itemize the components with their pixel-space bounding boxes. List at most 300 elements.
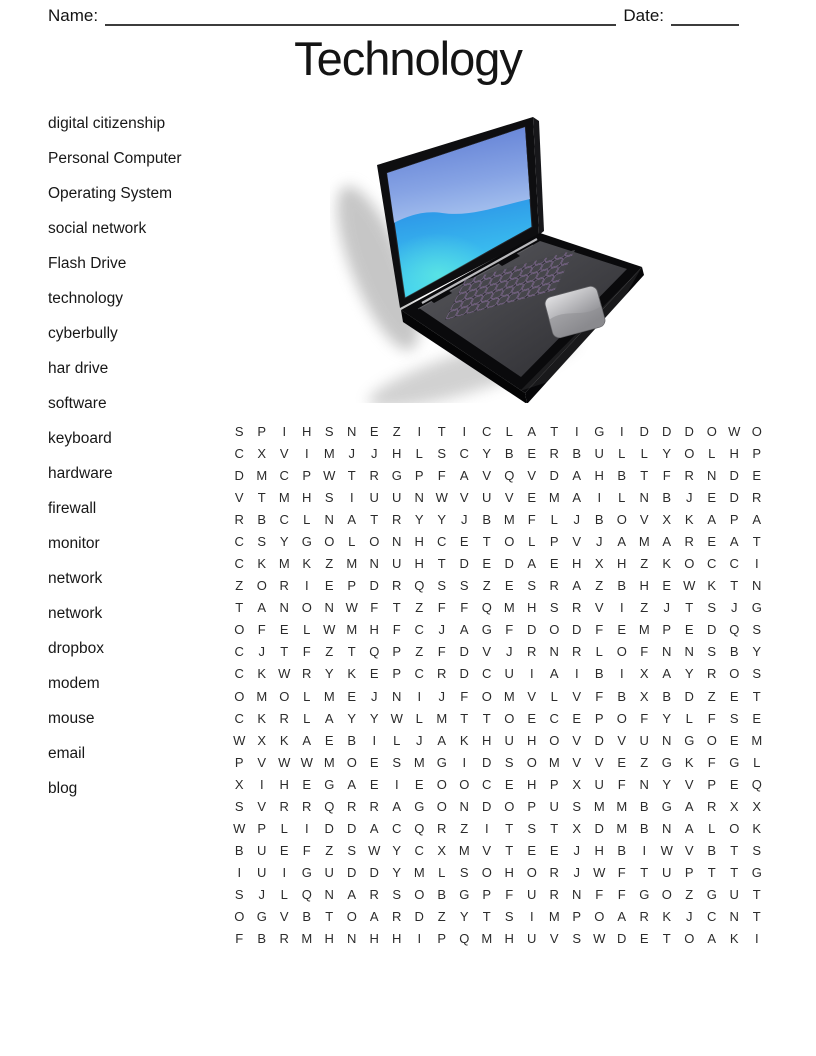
grid-cell: B: [729, 644, 739, 660]
grid-cell: T: [280, 644, 289, 660]
grid-cell: P: [257, 821, 267, 837]
grid-cell: I: [282, 865, 287, 881]
grid-cell: H: [414, 533, 424, 549]
grid-cell: T: [392, 600, 401, 616]
grid-cell: J: [573, 865, 580, 881]
grid-cell: T: [752, 533, 761, 549]
grid-cell: M: [256, 688, 268, 704]
grid-cell: P: [437, 931, 447, 947]
name-label: Name:: [48, 6, 99, 25]
grid-cell: Q: [414, 821, 425, 837]
grid-cell: O: [526, 865, 537, 881]
grid-cell: L: [618, 489, 626, 505]
grid-cell: O: [301, 600, 312, 616]
grid-cell: H: [729, 445, 739, 461]
grid-cell: K: [707, 578, 717, 594]
grid-cell: O: [414, 887, 425, 903]
grid-cell: X: [594, 556, 604, 572]
grid-cell: I: [619, 423, 624, 439]
grid-cell: V: [684, 843, 694, 859]
grid-cell: L: [438, 865, 446, 881]
grid-cell: L: [415, 445, 423, 461]
grid-cell: S: [707, 600, 717, 616]
grid-cell: T: [505, 821, 514, 837]
grid-cell: H: [392, 445, 402, 461]
grid-cell: A: [572, 467, 582, 483]
grid-cell: X: [234, 776, 244, 792]
grid-cell: O: [234, 909, 245, 925]
grid-cell: E: [504, 776, 514, 792]
grid-cell: F: [437, 467, 446, 483]
grid-cell: X: [752, 798, 762, 814]
grid-cell: C: [459, 445, 469, 461]
grid-cell: M: [548, 909, 560, 925]
grid-cell: V: [257, 798, 267, 814]
grid-cell: U: [504, 732, 514, 748]
grid-cell: I: [282, 423, 287, 439]
page-title: Technology: [294, 32, 522, 85]
grid-cell: I: [574, 423, 579, 439]
grid-cell: U: [639, 732, 649, 748]
word-search-grid: [228, 420, 768, 950]
grid-cell: O: [504, 798, 515, 814]
grid-cell: R: [392, 909, 402, 925]
grid-cell: P: [302, 467, 312, 483]
grid-cell: Q: [481, 600, 492, 616]
grid-cell: T: [752, 909, 761, 925]
grid-cell: G: [301, 533, 312, 549]
grid-cell: G: [639, 887, 650, 903]
grid-cell: N: [752, 578, 762, 594]
grid-cell: X: [572, 821, 582, 837]
grid-cell: P: [234, 754, 244, 770]
grid-cell: R: [279, 710, 289, 726]
grid-cell: Z: [437, 909, 446, 925]
word-list-item: keyboard: [48, 430, 112, 447]
grid-cell: D: [684, 423, 694, 439]
grid-cell: M: [503, 511, 515, 527]
grid-cell: U: [392, 556, 402, 572]
grid-cell: M: [278, 556, 290, 572]
grid-cell: U: [257, 865, 267, 881]
grid-cell: Y: [662, 710, 672, 726]
grid-cell: F: [527, 511, 536, 527]
grid-cell: M: [436, 710, 448, 726]
grid-cell: N: [347, 423, 357, 439]
grid-cell: E: [752, 467, 762, 483]
grid-cell: S: [549, 600, 559, 616]
grid-cell: F: [617, 887, 626, 903]
grid-cell: E: [662, 578, 672, 594]
grid-cell: O: [549, 622, 560, 638]
grid-cell: D: [414, 909, 424, 925]
grid-cell: O: [594, 909, 605, 925]
grid-cell: A: [572, 578, 582, 594]
grid-cell: O: [684, 931, 695, 947]
grid-cell: B: [257, 511, 267, 527]
grid-cell: M: [458, 843, 470, 859]
grid-cell: Y: [392, 865, 402, 881]
grid-cell: A: [617, 909, 627, 925]
grid-cell: T: [482, 710, 491, 726]
grid-cell: O: [369, 533, 380, 549]
grid-cell: W: [368, 843, 381, 859]
grid-cell: G: [594, 423, 605, 439]
grid-cell: N: [729, 909, 739, 925]
grid-cell: R: [707, 798, 717, 814]
grid-cell: N: [707, 467, 717, 483]
grid-cell: R: [572, 600, 582, 616]
grid-cell: T: [640, 467, 649, 483]
grid-cell: D: [729, 489, 739, 505]
grid-cell: Y: [482, 445, 492, 461]
grid-cell: G: [751, 600, 762, 616]
grid-cell: H: [617, 556, 627, 572]
grid-cell: V: [617, 732, 627, 748]
grid-cell: E: [279, 622, 289, 638]
grid-cell: V: [257, 754, 267, 770]
grid-cell: K: [752, 821, 762, 837]
grid-cell: C: [549, 710, 559, 726]
grid-cell: F: [460, 688, 469, 704]
grid-cell: J: [731, 600, 738, 616]
grid-cell: L: [280, 887, 288, 903]
grid-cell: T: [730, 865, 739, 881]
grid-cell: D: [369, 578, 379, 594]
grid-cell: G: [661, 798, 672, 814]
grid-cell: Z: [415, 600, 424, 616]
grid-cell: H: [527, 732, 537, 748]
grid-cell: L: [303, 688, 311, 704]
grid-cell: T: [347, 467, 356, 483]
grid-cell: J: [686, 489, 693, 505]
grid-cell: D: [459, 666, 469, 682]
grid-cell: D: [594, 732, 604, 748]
grid-cell: N: [459, 798, 469, 814]
grid-cell: K: [684, 511, 694, 527]
grid-cell: K: [257, 666, 267, 682]
grid-cell: D: [324, 821, 334, 837]
grid-cell: G: [324, 776, 335, 792]
grid-cell: S: [459, 865, 469, 881]
grid-cell: F: [595, 887, 604, 903]
grid-cell: H: [504, 931, 514, 947]
grid-cell: R: [392, 578, 402, 594]
grid-cell: E: [729, 732, 739, 748]
grid-cell: O: [346, 754, 357, 770]
grid-cell: P: [414, 467, 424, 483]
grid-cell: S: [392, 754, 402, 770]
grid-cell: S: [234, 887, 244, 903]
word-list-item: network: [48, 570, 103, 587]
grid-cell: W: [593, 865, 606, 881]
grid-cell: U: [504, 666, 514, 682]
grid-cell: E: [347, 688, 357, 704]
grid-cell: K: [662, 909, 672, 925]
grid-cell: W: [345, 600, 358, 616]
word-list: [48, 106, 182, 806]
grid-cell: S: [234, 423, 244, 439]
grid-cell: E: [527, 843, 537, 859]
grid-cell: S: [572, 798, 582, 814]
grid-cell: E: [639, 931, 649, 947]
word-list-item: Personal Computer: [48, 150, 182, 167]
grid-cell: U: [594, 776, 604, 792]
grid-cell: L: [505, 423, 513, 439]
grid-cell: Y: [459, 909, 469, 925]
grid-cell: O: [481, 688, 492, 704]
grid-cell: P: [729, 511, 739, 527]
grid-cell: J: [573, 843, 580, 859]
grid-cell: H: [279, 776, 289, 792]
grid-cell: R: [437, 666, 447, 682]
grid-cell: O: [729, 821, 740, 837]
grid-cell: L: [618, 445, 626, 461]
grid-cell: O: [324, 533, 335, 549]
grid-cell: N: [347, 931, 357, 947]
grid-cell: B: [639, 798, 649, 814]
grid-cell: U: [594, 445, 604, 461]
grid-cell: N: [392, 533, 402, 549]
grid-cell: V: [572, 688, 582, 704]
grid-cell: E: [369, 754, 379, 770]
grid-cell: F: [302, 843, 311, 859]
grid-cell: R: [549, 865, 559, 881]
grid-cell: B: [662, 489, 672, 505]
grid-cell: H: [594, 843, 604, 859]
grid-cell: T: [325, 909, 334, 925]
grid-cell: P: [707, 776, 717, 792]
grid-cell: S: [459, 578, 469, 594]
grid-cell: I: [304, 821, 309, 837]
grid-cell: T: [505, 843, 514, 859]
grid-cell: U: [482, 489, 492, 505]
grid-cell: S: [324, 489, 334, 505]
grid-cell: U: [369, 489, 379, 505]
grid-cell: X: [437, 843, 447, 859]
grid-cell: L: [303, 710, 311, 726]
grid-cell: B: [594, 666, 604, 682]
grid-cell: R: [684, 533, 694, 549]
grid-cell: T: [235, 600, 244, 616]
grid-cell: A: [347, 887, 357, 903]
grid-cell: C: [437, 533, 447, 549]
grid-cell: X: [572, 776, 582, 792]
grid-cell: V: [549, 931, 559, 947]
grid-cell: A: [302, 732, 312, 748]
grid-cell: V: [527, 467, 537, 483]
grid-cell: P: [662, 622, 672, 638]
word-list-item: email: [48, 745, 86, 762]
grid-cell: B: [437, 887, 447, 903]
grid-cell: X: [257, 732, 267, 748]
grid-cell: M: [323, 445, 335, 461]
grid-cell: B: [572, 445, 582, 461]
grid-cell: J: [258, 887, 265, 903]
grid-cell: F: [437, 600, 446, 616]
grid-cell: E: [729, 688, 739, 704]
grid-cell: I: [754, 556, 759, 572]
grid-cell: O: [234, 622, 245, 638]
grid-cell: D: [369, 865, 379, 881]
grid-cell: M: [548, 754, 560, 770]
word-list-item: network: [48, 605, 103, 622]
word-list-item: dropbox: [48, 640, 105, 657]
grid-cell: W: [593, 931, 606, 947]
grid-cell: D: [504, 556, 514, 572]
grid-cell: X: [662, 511, 672, 527]
grid-cell: I: [394, 776, 399, 792]
grid-cell: W: [660, 843, 673, 859]
grid-cell: I: [304, 578, 309, 594]
grid-cell: C: [482, 423, 492, 439]
grid-cell: V: [527, 688, 537, 704]
grid-cell: N: [324, 511, 334, 527]
grid-cell: E: [369, 666, 379, 682]
grid-cell: D: [459, 556, 469, 572]
grid-cell: A: [324, 710, 334, 726]
grid-cell: F: [302, 644, 311, 660]
grid-cell: M: [751, 732, 763, 748]
grid-cell: L: [415, 710, 423, 726]
grid-cell: E: [527, 445, 537, 461]
grid-cell: F: [707, 710, 716, 726]
grid-cell: U: [527, 931, 537, 947]
grid-cell: H: [504, 865, 514, 881]
grid-cell: X: [639, 666, 649, 682]
grid-cell: J: [573, 511, 580, 527]
grid-cell: E: [482, 556, 492, 572]
grid-cell: B: [707, 843, 717, 859]
grid-cell: A: [752, 511, 762, 527]
grid-cell: O: [729, 666, 740, 682]
grid-cell: V: [572, 754, 582, 770]
grid-cell: A: [527, 423, 537, 439]
grid-cell: V: [572, 533, 582, 549]
grid-cell: V: [482, 467, 492, 483]
grid-cell: P: [482, 887, 492, 903]
grid-cell: C: [482, 666, 492, 682]
grid-cell: D: [594, 821, 604, 837]
grid-cell: D: [617, 931, 627, 947]
grid-cell: F: [392, 622, 401, 638]
word-list-item: hardware: [48, 465, 113, 482]
grid-cell: J: [371, 445, 378, 461]
grid-cell: E: [369, 776, 379, 792]
grid-cell: H: [414, 556, 424, 572]
grid-cell: U: [324, 865, 334, 881]
grid-cell: T: [370, 511, 379, 527]
grid-cell: C: [707, 556, 717, 572]
grid-cell: T: [730, 843, 739, 859]
grid-cell: Z: [640, 754, 649, 770]
grid-cell: L: [753, 754, 761, 770]
grid-cell: Q: [504, 467, 515, 483]
grid-cell: D: [572, 622, 582, 638]
grid-cell: T: [482, 909, 491, 925]
grid-cell: C: [279, 511, 289, 527]
grid-cell: W: [728, 423, 741, 439]
grid-cell: E: [459, 533, 469, 549]
grid-cell: K: [257, 556, 267, 572]
grid-cell: L: [393, 732, 401, 748]
grid-cell: C: [414, 843, 424, 859]
word-list-item: har drive: [48, 360, 109, 377]
grid-cell: S: [257, 533, 267, 549]
grid-cell: D: [684, 688, 694, 704]
grid-cell: W: [300, 754, 313, 770]
grid-cell: H: [639, 578, 649, 594]
grid-cell: A: [729, 533, 739, 549]
grid-cell: I: [484, 821, 489, 837]
grid-cell: E: [369, 423, 379, 439]
grid-cell: G: [301, 865, 312, 881]
grid-cell: U: [729, 887, 739, 903]
grid-cell: C: [234, 710, 244, 726]
grid-cell: B: [257, 931, 267, 947]
grid-cell: O: [504, 533, 515, 549]
grid-cell: M: [616, 798, 628, 814]
grid-cell: Y: [369, 710, 379, 726]
word-list-item: social network: [48, 220, 147, 237]
grid-cell: S: [527, 821, 537, 837]
grid-cell: M: [638, 622, 650, 638]
grid-cell: N: [279, 600, 289, 616]
grid-cell: N: [639, 776, 649, 792]
grid-cell: S: [752, 622, 762, 638]
grid-cell: F: [595, 688, 604, 704]
grid-cell: M: [346, 622, 358, 638]
grid-cell: D: [729, 467, 739, 483]
grid-cell: V: [594, 600, 604, 616]
grid-cell: U: [527, 887, 537, 903]
grid-cell: B: [234, 843, 244, 859]
grid-cell: N: [662, 732, 672, 748]
grid-cell: K: [684, 754, 694, 770]
grid-cell: N: [324, 600, 334, 616]
grid-cell: U: [549, 798, 559, 814]
grid-cell: Y: [662, 445, 672, 461]
grid-cell: J: [686, 909, 693, 925]
grid-cell: L: [595, 644, 603, 660]
grid-cell: A: [684, 798, 694, 814]
grid-cell: J: [258, 644, 265, 660]
grid-cell: I: [417, 931, 422, 947]
grid-cell: Q: [324, 798, 335, 814]
grid-cell: P: [684, 865, 694, 881]
grid-cell: F: [595, 622, 604, 638]
grid-cell: J: [438, 622, 445, 638]
grid-cell: V: [639, 511, 649, 527]
grid-cell: V: [459, 489, 469, 505]
grid-cell: S: [707, 644, 717, 660]
grid-cell: E: [617, 622, 627, 638]
grid-cell: C: [234, 666, 244, 682]
grid-cell: B: [347, 732, 357, 748]
grid-cell: P: [549, 533, 559, 549]
grid-cell: T: [550, 821, 559, 837]
grid-cell: I: [417, 688, 422, 704]
word-list-item: cyberbully: [48, 325, 118, 342]
grid-cell: V: [279, 909, 289, 925]
grid-cell: Z: [325, 843, 334, 859]
grid-cell: E: [324, 578, 334, 594]
grid-cell: I: [529, 666, 534, 682]
grid-cell: M: [323, 688, 335, 704]
grid-cell: R: [279, 578, 289, 594]
grid-cell: W: [435, 489, 448, 505]
grid-cell: B: [302, 909, 312, 925]
